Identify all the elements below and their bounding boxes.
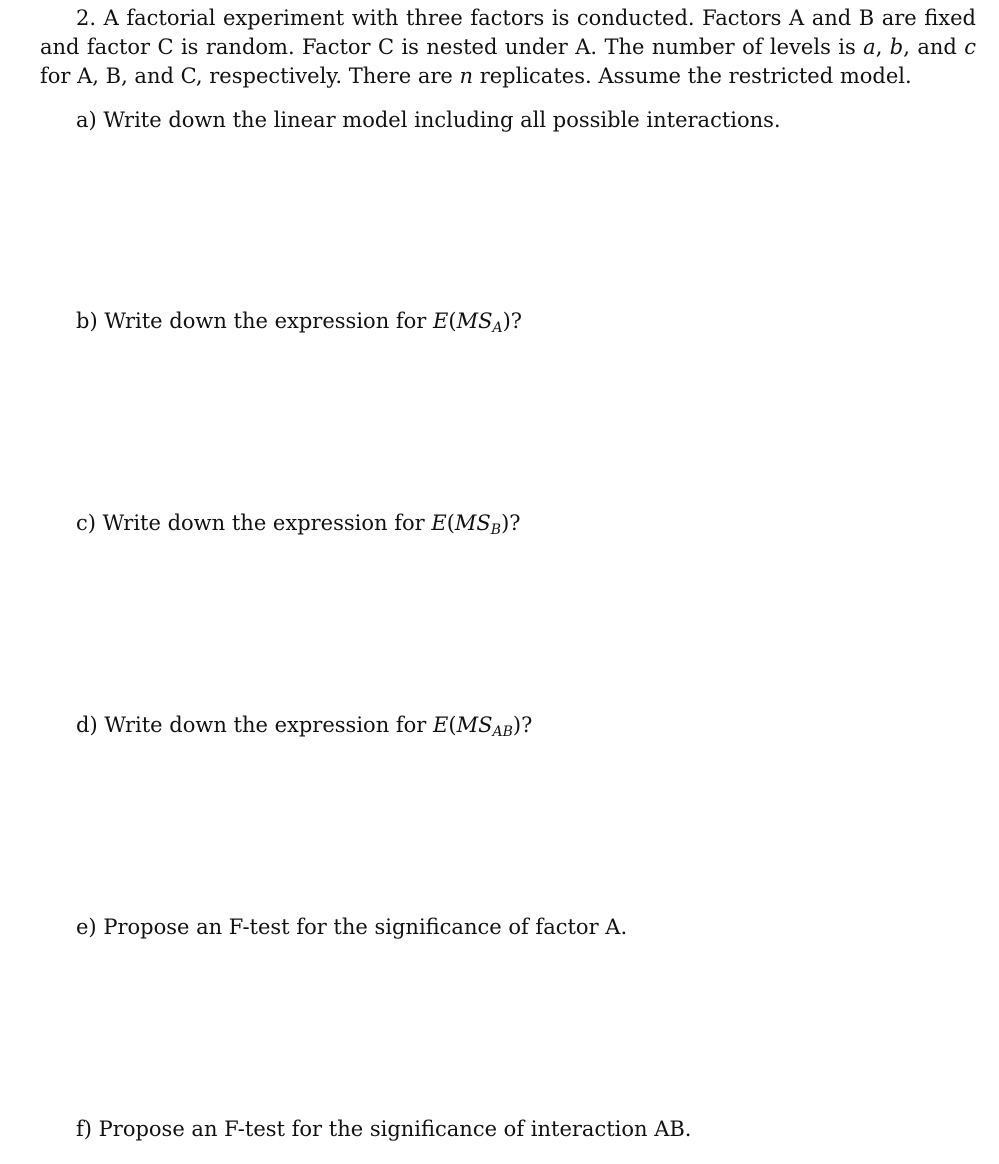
question-b-label: b) — [76, 309, 98, 333]
question-e-label: e) — [76, 915, 97, 939]
problem-number: 2. — [76, 6, 97, 30]
question-a-label: a) — [76, 108, 97, 132]
var-n: n — [459, 64, 474, 88]
question-f-label: f) — [76, 1117, 92, 1141]
expected-ms-a: $E(MS_A)$ — [433, 309, 511, 336]
question-c: c) Write down the expression for $E(MS_B)$? — [76, 511, 521, 538]
question-d: d) Write down the expression for $E(MS_{AB})$? — [76, 713, 533, 740]
question-c-text: Write down the expression for — [102, 511, 432, 535]
var-c: c — [964, 35, 976, 59]
var-a: a — [863, 35, 876, 59]
question-f-text: Propose an F-test for the significance of interaction AB. — [98, 1117, 692, 1141]
expected-ms-ab: $E(MS_{AB})$ — [433, 713, 522, 740]
var-b: b — [889, 35, 904, 59]
question-c-label: c) — [76, 511, 96, 535]
question-a-text: Write down the linear model including all possible interactions. — [103, 108, 781, 132]
problem-intro: 2. A factorial experiment with three factors is conducted. Factors A and B are fixed and factor C is random. Factor C is nested under A. The number of levels is a, b, and c for A, B, and C, respectively. There are n replicates. Assume the restricted model. — [40, 6, 976, 88]
question-d-text: Write down the expression for — [104, 713, 434, 737]
question-d-label: d) — [76, 713, 98, 737]
question-e-text: Propose an F-test for the significance of factor A. — [103, 915, 628, 939]
expected-ms-b: $E(MS_B)$ — [431, 511, 510, 538]
question-e — [76, 913, 956, 942]
question-f — [76, 1115, 956, 1144]
question-b: b) Write down the expression for $E(MS_A)$? — [76, 309, 523, 336]
question-a — [76, 106, 956, 135]
question-b-text: Write down the expression for — [104, 309, 434, 333]
